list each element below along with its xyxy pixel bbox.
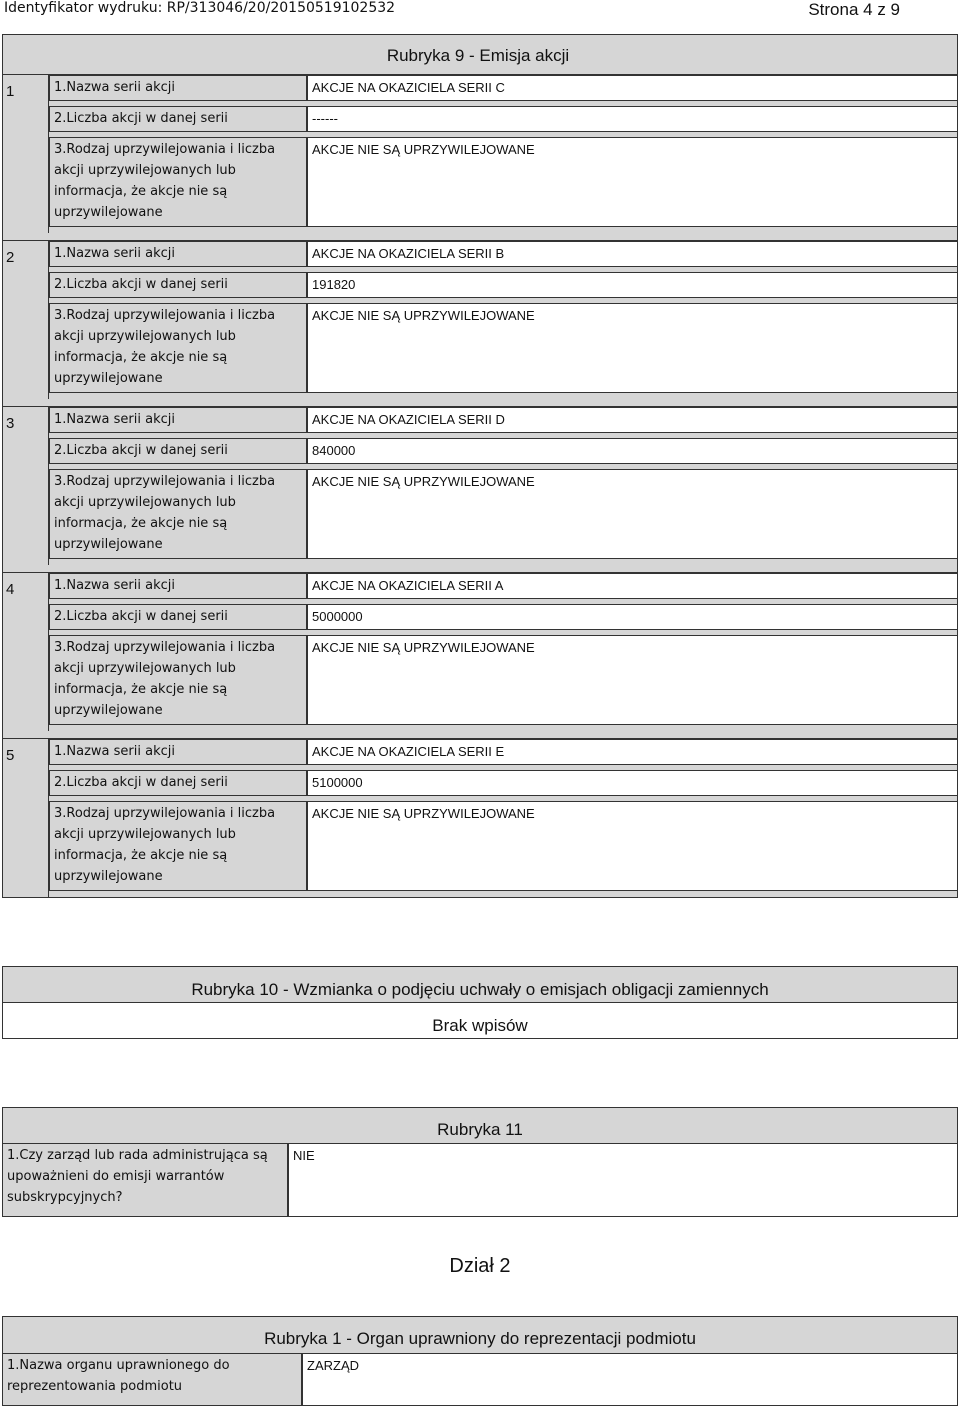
privilege-label-line: 3.Rodzaj uprzywilejowania i liczba [54,640,276,655]
row-number: 3 [6,415,15,432]
share-count-value: 840000 [307,438,958,464]
privilege-label-line: informacja, że akcje nie są [54,516,228,531]
share-count-label: 2.Liczba akcji w danej serii [49,106,307,132]
privilege-label-line: informacja, że akcje nie są [54,848,228,863]
series-name-label: 1.Nazwa serii akcji [49,407,307,433]
privilege-label-line: akcji uprzywilejowanych lub [54,329,236,344]
privilege-label-line: uprzywilejowane [54,205,163,220]
rubryka11-value: NIE [288,1143,958,1217]
privilege-label-line: 3.Rodzaj uprzywilejowania i liczba [54,308,276,323]
series-name-label: 1.Nazwa serii akcji [49,241,307,267]
rubryka1-value: ZARZĄD [302,1353,958,1406]
privilege-value: AKCJE NIE SĄ UPRZYWILEJOWANE [307,801,958,891]
series-name-label: 1.Nazwa serii akcji [49,75,307,101]
share-count-value: 5000000 [307,604,958,630]
row-number: 5 [6,747,15,764]
share-count-label: 2.Liczba akcji w danej serii [49,272,307,298]
series-name-label: 1.Nazwa serii akcji [49,739,307,765]
privilege-label-line: akcji uprzywilejowanych lub [54,163,236,178]
row-number: 4 [6,581,15,598]
privilege-label-line: uprzywilejowane [54,703,163,718]
rubryka10-empty: Brak wpisów [432,1016,528,1035]
rubryka1-label: 1.Nazwa organu uprawnionego do reprezentowania podmiotu [2,1353,302,1406]
privilege-label [49,635,307,725]
share-count-label: 2.Liczba akcji w danej serii [49,604,307,630]
privilege-label-line: 3.Rodzaj uprzywilejowania i liczba [54,806,276,821]
rubryka1-title: Rubryka 1 - Organ uprawniony do reprezentacji podmiotu [264,1329,696,1348]
privilege-label [49,303,307,393]
print-id: Identyfikator wydruku: RP/313046/20/20150519102532 [4,0,396,16]
rubryka10-title: Rubryka 10 - Wzmianka o podjęciu uchwały o emisjach obligacji zamiennych [191,980,769,999]
print-header [0,0,960,18]
share-count-value: 5100000 [307,770,958,796]
rubryka11-title: Rubryka 11 [437,1120,523,1139]
rubryka11-label: 1.Czy zarząd lub rada administrująca są upoważnieni do emisji warrantów subskrypcyjnych? [2,1143,288,1217]
privilege-label-line: informacja, że akcje nie są [54,682,228,697]
privilege-value: AKCJE NIE SĄ UPRZYWILEJOWANE [307,469,958,559]
share-count-label: 2.Liczba akcji w danej serii [49,438,307,464]
page-number: Strona 4 z 9 [808,0,900,19]
series-name-value: AKCJE NA OKAZICIELA SERII A [307,573,958,599]
series-name-value: AKCJE NA OKAZICIELA SERII B [307,241,958,267]
privilege-label-line: uprzywilejowane [54,537,163,552]
row-number: 2 [6,249,15,266]
share-count-label: 2.Liczba akcji w danej serii [49,770,307,796]
series-name-value: AKCJE NA OKAZICIELA SERII E [307,739,958,765]
privilege-label [49,469,307,559]
privilege-label [49,801,307,891]
privilege-label-line: uprzywilejowane [54,869,163,884]
privilege-label-line: uprzywilejowane [54,371,163,386]
privilege-label-line: akcji uprzywilejowanych lub [54,495,236,510]
dzial2-title: Dział 2 [449,1255,511,1277]
privilege-label-line: 3.Rodzaj uprzywilejowania i liczba [54,474,276,489]
privilege-label-line: 3.Rodzaj uprzywilejowania i liczba [54,142,276,157]
row-number: 1 [6,83,15,100]
rubryka9-bottom-strip [49,897,958,898]
privilege-label [49,137,307,227]
series-name-value: AKCJE NA OKAZICIELA SERII D [307,407,958,433]
privilege-label-line: akcji uprzywilejowanych lub [54,661,236,676]
privilege-label-line: informacja, że akcje nie są [54,184,228,199]
privilege-value: AKCJE NIE SĄ UPRZYWILEJOWANE [307,303,958,393]
share-count-value: ------ [307,106,958,132]
rubryka9-title: Rubryka 9 - Emisja akcji [386,46,570,65]
privilege-value: AKCJE NIE SĄ UPRZYWILEJOWANE [307,635,958,725]
privilege-label-line: akcji uprzywilejowanych lub [54,827,236,842]
privilege-value: AKCJE NIE SĄ UPRZYWILEJOWANE [307,137,958,227]
privilege-label-line: informacja, że akcje nie są [54,350,228,365]
share-count-value: 191820 [307,272,958,298]
series-name-value: AKCJE NA OKAZICIELA SERII C [307,75,958,101]
series-name-label: 1.Nazwa serii akcji [49,573,307,599]
